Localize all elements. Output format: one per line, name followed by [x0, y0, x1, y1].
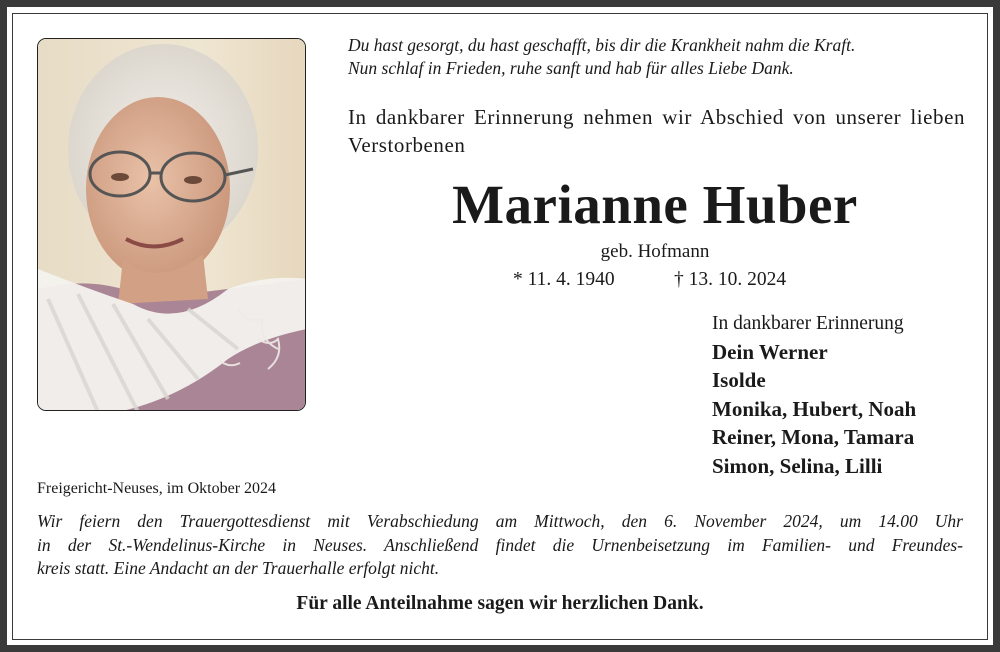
intro-text: In dankbarer Erinnerung nehmen wir Abschied von unserer lieben Verstorbenen — [348, 105, 965, 157]
birth-date: * 11. 4. 1940 — [513, 269, 615, 290]
maiden-name: geb. Hofmann — [600, 241, 710, 262]
service-line-1: Wir feiern den Trauergottesdienst mit Verabschiedung am Mittwoch, den 6. November 2024, um 14.00 Uhr — [37, 511, 963, 531]
thanks-line: Für alle Anteilnahme sagen wir herzlichen Dank. — [296, 593, 704, 614]
verse-line-2: Nun schlaf in Frieden, ruhe sanft und hab für alles Liebe Dank. — [348, 58, 794, 78]
death-date: † 13. 10. 2024 — [674, 269, 787, 290]
mourner-name: Isolde — [712, 368, 766, 393]
mourners-heading: In dankbarer Erinnerung — [712, 313, 904, 334]
mourner-name: Dein Werner — [712, 340, 828, 364]
verse-line-1: Du hast gesorgt, du hast geschafft, bis dir die Krankheit nahm die Kraft. — [348, 35, 856, 55]
place-date: Freigericht-Neuses, im Oktober 2024 — [37, 480, 277, 497]
service-line-3: kreis statt. Eine Andacht an der Trauerhalle erfolgt nicht. — [37, 558, 440, 578]
deceased-name: Marianne Huber — [452, 174, 858, 235]
portrait-photo — [37, 38, 306, 411]
mourner-name: Reiner, Mona, Tamara — [712, 425, 915, 450]
service-notice — [37, 510, 963, 581]
mourners-block — [712, 310, 982, 480]
service-line-2: in der St.-Wendelinus-Kirche in Neuses. Anschließend findet die Urnenbeisetzung im Familien- und Freundes- — [37, 534, 963, 555]
mourner-name: Monika, Hubert, Noah — [712, 396, 917, 421]
mourner-name: Simon, Selina, Lilli — [712, 453, 883, 478]
verse — [348, 34, 978, 80]
